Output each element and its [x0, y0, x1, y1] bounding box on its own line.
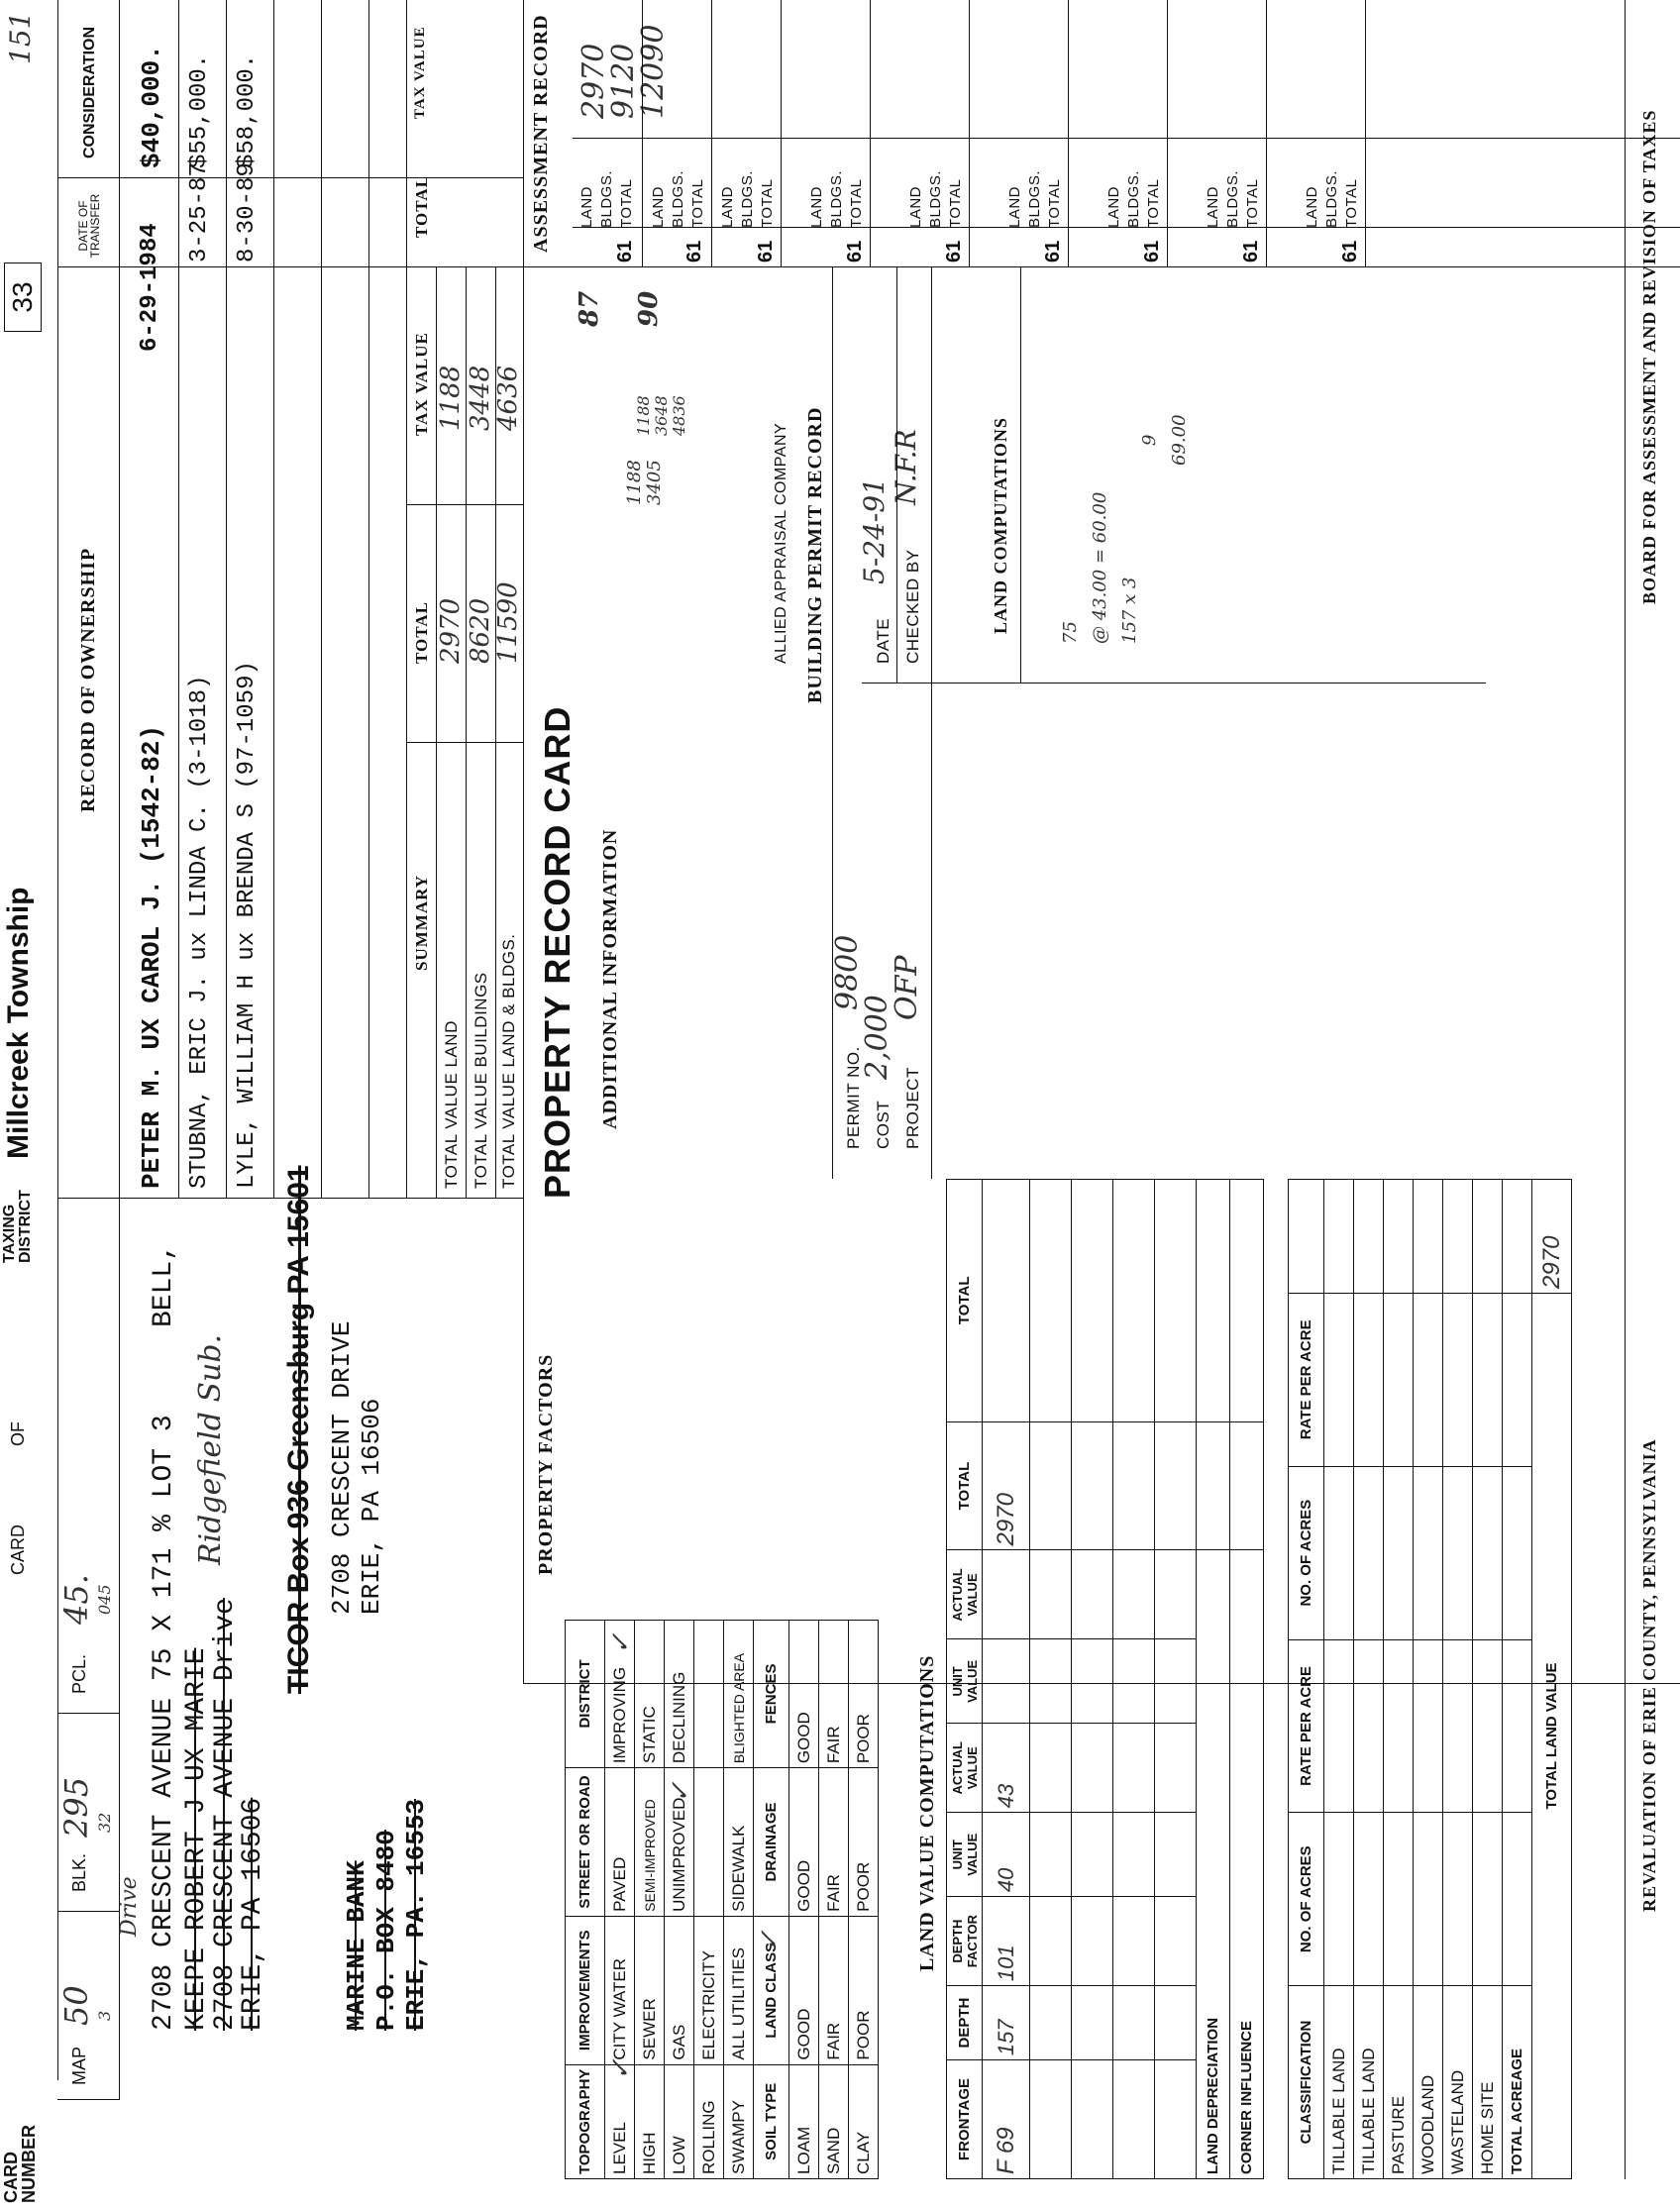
lvc-header: FRONTAGE: [947, 2060, 983, 2179]
lvc-actual-value-2: [983, 1550, 1030, 1639]
divider: [1020, 267, 1021, 684]
building-permit-header: BUILDING PERMIT RECORD: [804, 406, 826, 703]
land-class-item: GOOD: [789, 1916, 819, 2064]
factor-header: STREET OR ROAD: [566, 1768, 605, 1917]
previous-bank-city-line: ERIE, PA. 16553: [401, 1798, 431, 2031]
consideration-value: $40,000.: [137, 45, 166, 168]
soil-header: DRAINAGE: [754, 1768, 789, 1917]
stamp-mark: 90: [634, 290, 664, 327]
lvc-table: [946, 1179, 1264, 2179]
total-label: TOTAL: [618, 178, 635, 228]
code-61: 61: [1339, 240, 1361, 263]
bldgs-label: BLDGS.: [1026, 169, 1043, 228]
lvc-header: ACTUAL VALUE: [947, 1550, 983, 1639]
land-comp-note: 9: [1139, 434, 1160, 446]
taxing-district-label: TAXING DISTRICT: [1, 1190, 34, 1263]
total-label: TOTAL: [947, 178, 964, 228]
soil-item: SAND: [819, 2064, 849, 2178]
total-label: TOTAL: [1145, 178, 1162, 228]
summary-row-label: TOTAL VALUE BUILDINGS: [472, 972, 490, 1189]
bldgs-label: BLDGS.: [739, 169, 756, 228]
factor-header: DISTRICT: [566, 1620, 605, 1767]
assessment-value: 2970: [577, 43, 611, 119]
land-computations-header: LAND COMPUTATIONS: [991, 417, 1010, 634]
consideration-value: $55,000.: [186, 53, 213, 168]
soil-item: CLAY: [849, 2064, 879, 2178]
assessment-title: ASSESSMENT RECORD: [530, 14, 552, 253]
fences-item: GOOD: [789, 1620, 819, 1767]
summary-row-tax: 4636: [493, 365, 523, 431]
divider: [931, 683, 1486, 684]
pcl-value: 45.: [57, 1574, 95, 1625]
street-item: SIDEWALK: [724, 1768, 754, 1917]
ownership-row-2: [178, 0, 228, 1189]
land-label: LAND: [1304, 185, 1320, 228]
summary-tax-value-header: TAX VALUE: [412, 332, 431, 436]
topography-item: LOW: [665, 2064, 694, 2178]
card-label: CARD: [8, 1524, 28, 1575]
project-value: OFP: [890, 955, 924, 1020]
land-comp-note: 75: [1060, 621, 1081, 644]
lvc-total-2: [983, 1180, 1030, 1422]
summary-row-tax: 1188: [436, 365, 466, 431]
corner-influence: CORNER INFLUENCE: [1230, 1550, 1264, 2179]
divider: [931, 267, 932, 1179]
property-line1: 2708 CRESCENT AVENUE 75 X 171 % LOT 3: [149, 1415, 179, 2031]
total-land-value-amount: 2970: [1532, 1180, 1572, 1294]
total-label: TOTAL: [848, 178, 865, 228]
ownership-row-3: [226, 0, 275, 1189]
card-number-box: 33: [4, 263, 42, 332]
map-value: 50: [57, 1985, 95, 2026]
cost-value: 2,000: [860, 995, 894, 1080]
lvc-unit-value-2: [983, 1639, 1030, 1724]
summary-row-total: 8620: [466, 597, 495, 664]
additional-info-header: ADDITIONAL INFORMATION: [599, 828, 621, 1129]
of-label: OF: [8, 1421, 28, 1446]
lvc-total: 2970: [983, 1421, 1030, 1550]
land-label: LAND: [719, 185, 736, 228]
lvc-header: UNIT VALUE: [947, 1639, 983, 1724]
divider: [406, 504, 523, 505]
current-address-line2: ERIE, PA 16506: [357, 1398, 386, 1615]
land-label: LAND: [907, 185, 924, 228]
current-address-line1: 2708 CRESCENT DRIVE: [327, 1320, 357, 1615]
bldgs-label: BLDGS.: [828, 169, 845, 228]
soil-header: FENCES: [754, 1620, 789, 1767]
code-61: 61: [1240, 240, 1262, 263]
land-class-item: POOR: [849, 1916, 879, 2064]
land-label: LAND: [808, 185, 825, 228]
additional-info-1: 1188: [624, 460, 645, 505]
transfer-date: 3-25-87: [186, 162, 213, 263]
lvc-actual-value: 43: [983, 1724, 1030, 1813]
stamp-mark: 87: [575, 290, 604, 327]
improvement-item: SEWER: [635, 1916, 665, 2064]
cost-label: COST: [874, 1100, 892, 1149]
class-item: TILLABLE LAND: [1324, 1986, 1354, 2179]
summary-row-total: 2970: [436, 597, 466, 664]
lvc-frontage: F 69: [983, 2060, 1030, 2179]
assessment-value: 9120: [606, 43, 641, 119]
divider: [119, 0, 120, 1199]
divider: [57, 1911, 119, 1912]
additional-info-5: 4836: [670, 395, 688, 436]
fences-item: FAIR: [819, 1620, 849, 1767]
lvc-depth: 157: [983, 1986, 1030, 2060]
check-mark: ✓: [606, 2058, 636, 2080]
summary-row-total: 11590: [493, 581, 523, 664]
bldgs-label: BLDGS.: [927, 169, 944, 228]
previous-address-line: 2708 CRESCENT AVENUE Drive: [210, 1598, 241, 2031]
checked-by-value: N.F.R: [890, 429, 922, 505]
land-label: LAND: [650, 185, 667, 228]
topography-item: ROLLING: [694, 2064, 724, 2178]
property-line1-hand: Drive: [117, 1876, 142, 1937]
land-comp-note: 157 x 3: [1119, 577, 1140, 644]
additional-info-4: 3648: [652, 395, 671, 436]
card-number-label: CARD NUMBER: [1, 2125, 39, 2203]
code-61: 61: [755, 240, 777, 263]
ticor-line: TICOR Box 936 Greensburg PA 15601: [282, 1165, 315, 1694]
summary-row-tax: 3448: [466, 365, 495, 431]
corner-number: 151: [4, 11, 37, 64]
class-header: CLASSIFICATION: [1289, 1986, 1324, 2179]
owner-name: LYLE, WILLIAM H ux BRENDA S (97-1059): [234, 661, 261, 1189]
summary-total-header: TOTAL: [412, 601, 431, 664]
code-61: 61: [943, 240, 965, 263]
topography-item: SWAMPY: [724, 2064, 754, 2178]
divider: [1625, 0, 1626, 2179]
previous-bank-line: MARINE BANK: [342, 1860, 371, 2031]
drainage-item: POOR: [849, 1768, 879, 1917]
map-sub: 3: [95, 2010, 114, 2021]
blk-sub: 32: [95, 1812, 114, 1833]
lvc-header: TOTAL: [947, 1421, 983, 1550]
divider: [523, 0, 524, 1684]
lvc-depth-factor: 101: [983, 1897, 1030, 1986]
improvement-item: ALL UTILITIES: [724, 1916, 754, 2064]
district-item: DECLINING: [665, 1620, 694, 1767]
code-61: 61: [1042, 240, 1064, 263]
lvc-unit-value: 40: [983, 1813, 1030, 1897]
assessment-value: 12090: [636, 24, 671, 119]
divider: [57, 0, 58, 2080]
divider: [406, 0, 407, 1199]
divider: [368, 0, 369, 1199]
additional-info-2: 3405: [644, 460, 665, 505]
fences-item: POOR: [849, 1620, 879, 1767]
divider: [832, 267, 833, 1179]
district-item: BLIGHTED AREA: [724, 1620, 754, 1767]
prc-title: PROPERTY RECORD CARD: [537, 705, 578, 1199]
checked-by-label: CHECKED BY: [903, 549, 922, 664]
date-label: DATE: [874, 617, 892, 664]
bldgs-label: BLDGS.: [670, 169, 686, 228]
transfer-date: 6-29-1984: [137, 223, 163, 352]
divider: [119, 1199, 120, 2100]
assessment-total-header: TOTAL: [412, 175, 431, 238]
divider: [896, 267, 897, 684]
total-label: TOTAL: [1046, 178, 1063, 228]
divider: [573, 227, 1680, 228]
class-header: NO. OF ACRES: [1289, 1466, 1324, 1639]
transfer-date: 8-30-89: [234, 162, 261, 263]
blk-label: BLK.: [69, 1852, 89, 1892]
class-item: WOODLAND: [1414, 1986, 1443, 2179]
map-label: MAP: [69, 2046, 89, 2085]
ownership-title: RECORD OF OWNERSHIP: [77, 547, 99, 812]
class-header: RATE PER ACRE: [1289, 1293, 1324, 1466]
owner-name: STUBNA, ERIC J. ux LINDA C. (3-1018): [186, 675, 213, 1189]
land-depreciation: LAND DEPRECIATION: [1197, 1550, 1230, 2179]
previous-city-line: ERIE, PA 16506: [238, 1797, 268, 2031]
pcl-sub: 045: [95, 1584, 114, 1615]
consideration-header: CONSIDERATION: [81, 26, 98, 158]
soil-header: SOIL TYPE: [754, 2064, 789, 2178]
owner-name: PETER M. UX CAROL J. (1542-82): [137, 724, 166, 1189]
total-label: TOTAL: [1244, 178, 1261, 228]
subdivision-note: Ridgefield Sub.: [193, 1333, 228, 1565]
total-label: TOTAL: [689, 178, 706, 228]
bldgs-label: BLDGS.: [1224, 169, 1241, 228]
project-label: PROJECT: [903, 1067, 922, 1149]
permit-no-label: PERMIT NO.: [844, 1046, 863, 1149]
soil-header: LAND CLASS: [754, 1916, 789, 2064]
lvc-title: LAND VALUE COMPUTATIONS: [916, 1654, 938, 1971]
total-label: TOTAL: [759, 178, 776, 228]
street-item: UNIMPROVED: [665, 1768, 694, 1917]
divider: [226, 0, 227, 1199]
district-item: IMPROVING: [605, 1620, 635, 1767]
divider: [57, 2099, 119, 2100]
code-61: 61: [683, 240, 705, 263]
classification-table: [1288, 1179, 1572, 2179]
check-mark: ✓: [666, 1781, 695, 1803]
class-item: WASTELAND: [1443, 1986, 1473, 2179]
code-61: 61: [844, 240, 866, 263]
ownership-row-1: [127, 0, 176, 1189]
previous-pobox-line: P.O. BOX 8480: [371, 1830, 401, 2031]
class-item: HOME SITE: [1473, 1986, 1503, 2179]
divider: [321, 0, 322, 1199]
consideration-value: $58,000.: [234, 53, 261, 168]
improvement-item: ELECTRICITY: [694, 1916, 724, 2064]
lvc-header: TOTAL: [947, 1180, 983, 1422]
allied-appraisal-label: ALLIED APPRAISAL COMPANY: [773, 422, 789, 664]
soil-item: LOAM: [789, 2064, 819, 2178]
summary-row-label: TOTAL VALUE LAND: [442, 1020, 461, 1189]
land-label: LAND: [578, 185, 595, 228]
lvc-header: DEPTH: [947, 1986, 983, 2060]
class-header: RATE PER ACRE: [1289, 1639, 1324, 1813]
check-mark: ✓: [606, 1632, 636, 1654]
blk-value: 295: [57, 1776, 95, 1838]
street-item: PAVED: [605, 1768, 635, 1917]
footer-right: BOARD FOR ASSESSMENT AND REVISION OF TAXES: [1639, 109, 1659, 604]
improvement-item: CITY WATER: [605, 1916, 635, 2064]
total-label: TOTAL: [1343, 178, 1360, 228]
class-item: TILLABLE LAND: [1354, 1986, 1384, 2179]
bldgs-label: BLDGS.: [1323, 169, 1340, 228]
property-factors-table: [565, 1189, 879, 2179]
class-item: PASTURE: [1384, 1986, 1414, 2179]
bldgs-label: BLDGS.: [1125, 169, 1142, 228]
code-61: 61: [1141, 240, 1163, 263]
drainage-item: GOOD: [789, 1768, 819, 1917]
previous-owner-line: KEEPE ROBERT J UX MARIE: [181, 1647, 212, 2031]
factor-header: TOPOGRAPHY: [566, 2064, 605, 2178]
lvc-header: DEPTH FACTOR: [947, 1897, 983, 1986]
date-of-transfer-header: DATE OF TRANSFER: [76, 193, 102, 259]
bell-label: BELL,: [149, 1243, 179, 1327]
lvc-header: UNIT VALUE: [947, 1813, 983, 1897]
property-factors-title: PROPERTY FACTORS: [535, 1353, 557, 1575]
bldgs-label: BLDGS.: [598, 169, 615, 228]
class-item: TOTAL ACREAGE: [1503, 1986, 1532, 2179]
class-header: NO. OF ACRES: [1289, 1813, 1324, 1986]
land-label: LAND: [1105, 185, 1122, 228]
topography-item: HIGH: [635, 2064, 665, 2178]
date-value: 5-24-91: [858, 477, 891, 584]
pcl-label: PCL.: [69, 1653, 89, 1694]
divider: [273, 0, 274, 1199]
divider: [406, 742, 523, 743]
factor-header: IMPROVEMENTS: [566, 1916, 605, 2064]
additional-info-3: 1188: [634, 395, 653, 436]
permit-no-value: 9800: [830, 934, 865, 1010]
land-class-item: FAIR: [819, 1916, 849, 2064]
drainage-item: FAIR: [819, 1768, 849, 1917]
divider: [57, 1713, 119, 1714]
improvement-item: GAS: [665, 1916, 694, 2064]
street-item: SEMI-IMPROVED: [635, 1768, 665, 1917]
total-land-value-label: TOTAL LAND VALUE: [1532, 1293, 1572, 2178]
topography-item: LEVEL: [605, 2064, 635, 2178]
divider: [178, 0, 179, 1199]
land-label: LAND: [1205, 185, 1221, 228]
footer-left: REVALUATION OF ERIE COUNTY, PENNSYLVANIA: [1639, 1438, 1659, 1912]
lvc-header: ACTUAL VALUE: [947, 1724, 983, 1813]
check-mark: ✓: [755, 1930, 785, 1951]
code-61: 61: [614, 240, 636, 263]
land-comp-note: @ 43.00 = 60.00: [1090, 491, 1110, 644]
district-item: STATIC: [635, 1620, 665, 1767]
street-item: [694, 1768, 724, 1917]
land-label: LAND: [1006, 185, 1023, 228]
summary-row-label: TOTAL VALUE LAND & BLDGS.: [499, 933, 518, 1189]
divider: [573, 138, 1680, 139]
assessment-tax-value-header: TAX VALUE: [412, 26, 428, 119]
land-comp-note: 69.00: [1169, 414, 1190, 466]
taxing-district-value: Millcreek Township: [2, 887, 35, 1159]
district-item: [694, 1620, 724, 1767]
summary-title: SUMMARY: [412, 874, 431, 971]
